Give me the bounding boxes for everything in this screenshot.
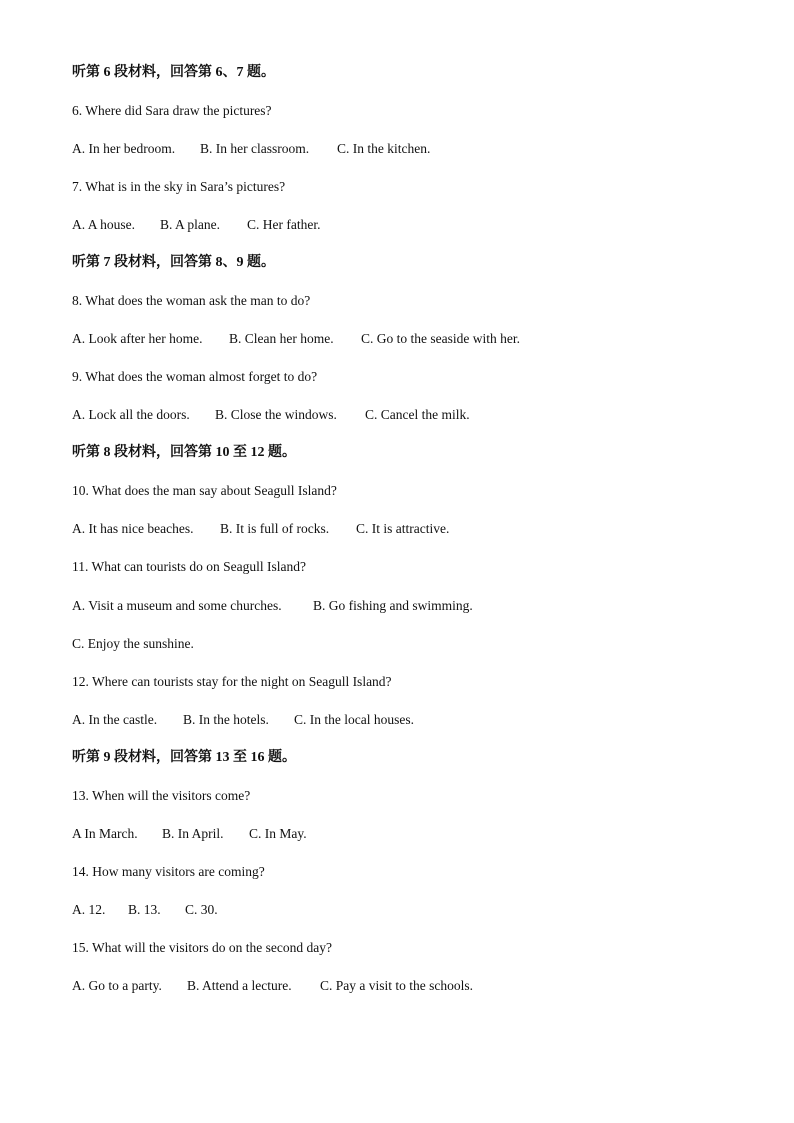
- option-b: B. Attend a lecture.: [187, 978, 292, 993]
- option-a: A. Go to a party.: [72, 978, 162, 993]
- option-b: B. Close the windows.: [215, 407, 337, 422]
- answer-options: [72, 520, 449, 538]
- answer-options: [72, 597, 473, 615]
- answer-options: [72, 825, 307, 843]
- section-heading: 听第 7 段材料，回答第 8、9 题。: [72, 255, 275, 270]
- option-a: A. It has nice beaches.: [72, 521, 194, 536]
- option-b: B. It is full of rocks.: [220, 521, 330, 536]
- option-c: C. In May.: [249, 826, 307, 841]
- option-c: C. It is attractive.: [356, 521, 450, 536]
- option-c: C. Pay a visit to the schools.: [320, 978, 473, 993]
- option-a: A In March.: [72, 826, 138, 841]
- answer-options: [72, 901, 218, 919]
- answer-options: [72, 140, 430, 158]
- option-b: B. 13.: [128, 902, 161, 917]
- question-stem: 6. Where did Sara draw the pictures?: [72, 103, 272, 118]
- answer-options: [72, 330, 520, 348]
- question-stem: 8. What does the woman ask the man to do?: [72, 293, 311, 308]
- option-a: A. In the castle.: [72, 712, 158, 727]
- answer-options: [72, 635, 194, 653]
- option-b: B. In the hotels.: [183, 712, 269, 727]
- question-stem: 12. Where can tourists stay for the night on Seagull Island?: [72, 674, 392, 689]
- option-b: B. Go fishing and swimming.: [313, 598, 473, 613]
- question-stem: 15. What will the visitors do on the second day?: [72, 940, 332, 955]
- option-c: C. Enjoy the sunshine.: [72, 636, 194, 651]
- option-c: C. Her father.: [247, 217, 321, 232]
- question-stem: 13. When will the visitors come?: [72, 788, 251, 803]
- question-stem: 9. What does the woman almost forget to do?: [72, 369, 318, 384]
- option-a: A. A house.: [72, 217, 136, 232]
- option-a: A. In her bedroom.: [72, 141, 176, 156]
- option-c: C. Go to the seaside with her.: [361, 331, 520, 346]
- option-b: B. In her classroom.: [200, 141, 310, 156]
- option-c: C. Cancel the milk.: [365, 407, 470, 422]
- option-b: B. A plane.: [160, 217, 220, 232]
- option-a: A. Visit a museum and some churches.: [72, 598, 282, 613]
- option-a: A. Look after her home.: [72, 331, 203, 346]
- question-stem: 11. What can tourists do on Seagull Island?: [72, 559, 306, 574]
- question-stem: 7. What is in the sky in Sara’s pictures?: [72, 179, 286, 194]
- question-stem: 14. How many visitors are coming?: [72, 864, 265, 879]
- section-heading: 听第 6 段材料，回答第 6、7 题。: [72, 65, 275, 80]
- option-a: A. Lock all the doors.: [72, 407, 190, 422]
- question-stem: 10. What does the man say about Seagull Island?: [72, 483, 337, 498]
- option-c: C. 30.: [185, 902, 218, 917]
- answer-options: [72, 216, 320, 234]
- answer-options: [72, 977, 473, 995]
- option-a: A. 12.: [72, 902, 106, 917]
- option-b: B. Clean her home.: [229, 331, 334, 346]
- option-c: C. In the local houses.: [294, 712, 414, 727]
- option-c: C. In the kitchen.: [337, 141, 431, 156]
- section-heading: 听第 8 段材料，回答第 10 至 12 题。: [72, 445, 296, 460]
- option-b: B. In April.: [162, 826, 224, 841]
- answer-options: [72, 711, 414, 729]
- answer-options: [72, 406, 470, 424]
- section-heading: 听第 9 段材料，回答第 13 至 16 题。: [72, 750, 296, 765]
